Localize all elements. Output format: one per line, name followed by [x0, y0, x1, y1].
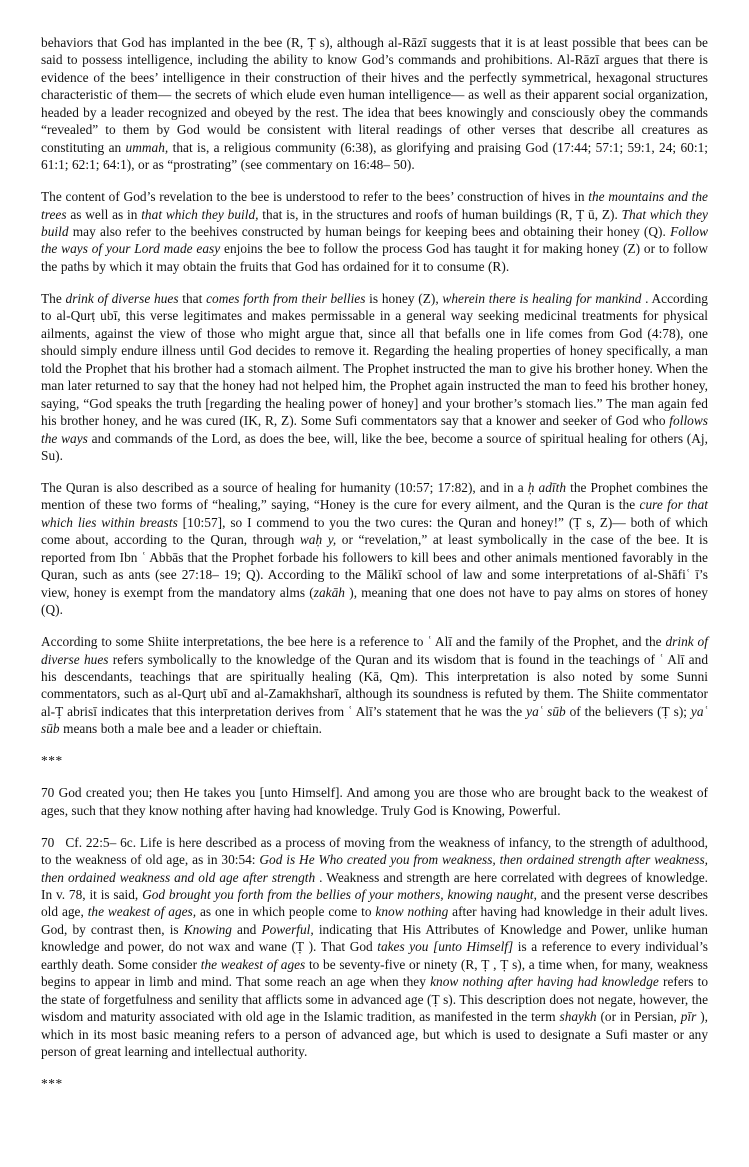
comm-part5: after having had knowledge in their adult lives. God, by contrast then, is [41, 904, 709, 937]
commentary-number: 70 [41, 834, 55, 850]
para3-part3: is honey (Z), [365, 290, 443, 306]
para5-italic-drink-diverse-hues: drink of diverse hues [41, 634, 708, 667]
comm-italic-weakest-of-ages-2: the weakest of ages [200, 956, 306, 972]
para3-italic-drink-diverse-hues: drink of diverse hues [65, 290, 179, 306]
comm-part12: ), which in its most basic meaning refers to a person of advanced age, but which is used to designate a Sufi master or any person of great learning and intellectual authority. [41, 1009, 708, 1060]
para5-italic-yasub-2: yaʿ sūb [41, 703, 708, 737]
comm-part7: indicating that His Attributes of Knowledge and Power, unlike human knowledge and power, do not wax and wane (Ṭ ). That God [41, 921, 708, 955]
comm-italic-30-54-quote: God is He Who created you from weakness, then ordained strength after weakness, then ordained weakness and old age after strength [41, 852, 708, 885]
comm-part3: , and the present verse describes old age, [41, 886, 708, 920]
comm-italic-knowing: Knowing [183, 921, 232, 937]
para2-italic-mountains-trees: the mountains and the trees [41, 189, 708, 222]
para4-part5: ), meaning that one does not have to pay alms on stores of honey (Q). [41, 584, 708, 618]
verse-body: God created you; then He takes you [unto Himself]. And among you are those who are brought back to the weakest of ages, such that they know nothing after having had knowledge. Truly God is Knowing, Powerful. [41, 785, 708, 818]
comm-italic-pir: pīr [680, 1009, 697, 1025]
para5-part3: of the believers (Ṭ s); [565, 703, 691, 719]
para2-part5: enjoins the bee to follow the process God has taught it for making honey (Z) or to follow the paths by which it may obtain the fruits that God has ordained for it to consume (R). [41, 241, 709, 274]
para2-italic-that-which-they-build-1: that which they build, [141, 206, 259, 222]
para5-italic-yasub-1: yaʿ sūb [526, 703, 566, 719]
para3-italic-comes-forth: comes forth from their bellies [206, 290, 366, 306]
para2-part2: as well as in [66, 206, 142, 222]
bottom-spacer [41, 1107, 708, 1167]
para2-part3: that is, in the structures and roofs of human buildings (R, Ṭ ū, Z). [258, 206, 622, 222]
para3-italic-healing-mankind: wherein there is healing for mankind [442, 290, 642, 306]
para4-part2: the Prophet combines the mention of these two forms of “healing,” saying, “Honey is the cure for every ailment, and the Quran is the [41, 479, 708, 513]
comm-part1: Cf. 22:5– 6c. Life is here described as a process of moving from the weakness of infancy, to the strength of adulthood, to the weakness of old age, as in 30:54: [41, 834, 708, 868]
section-separator-top: *** [41, 753, 63, 769]
comm-italic-weakest-of-ages-1: the weakest of ages, [87, 904, 197, 920]
paragraph-revelation-content [41, 188, 708, 275]
para4-part4: or “revelation,” at least symbolically in the case of the bee. It is reported from Ibn ʿ Abbās that the Prophet forbade his followers to kill bees and other animals mentioned favorably in the Quran, such as ants (see 27:18– 19; Q). According to the Mālikī school of law and some interpretations of al-Shāfiʿ ī’s view, honey is exempt from the mandatory alms ( [41, 532, 708, 600]
text-column [41, 34, 708, 1167]
comm-part8: is a reference to every individual’s earthly death. Some consider [41, 939, 708, 972]
paragraph-bee-intelligence [41, 34, 708, 174]
comm-part10: refers to the state of forgetfulness and senility that afflicts some in advanced age (Ṭ s). This description does not negate, however, the wisdom and maturity associated with old age in the Islamic tradition, as manifested in the term [41, 974, 709, 1025]
comm-part11: (or in Persian, [596, 1009, 681, 1025]
section-separator-bottom: *** [41, 1076, 63, 1092]
para2-part1: The content of God’s revelation to the bee is understood to refer to the bees’ construction of hives in [41, 189, 589, 205]
para2-italic-follow-the-ways: Follow the ways of your Lord made easy [41, 224, 708, 257]
para3-part2: that [178, 290, 207, 306]
comm-italic-know-nothing-2: know nothing after having had knowledge [430, 974, 659, 990]
para2-italic-that-which-they-build-2: That which they build [41, 206, 708, 240]
comm-part6: and [231, 921, 262, 937]
para1-part2: that is, a religious community (6:38), as glorifying and praising God (17:44; 57:1; 59:1, 24; 60:1; 61:1; 62:1; 64:1), or as “prostrating” (see commentary on 16:48– 50). [41, 139, 708, 173]
para4-italic-hadith: ḥ adīth [527, 479, 567, 495]
para4-italic-wahy: waḥ y, [299, 532, 337, 548]
para3-part1: The [41, 290, 66, 306]
para5-part1: According to some Shiite interpretations, the bee here is a reference to ʿ Alī and the family of the Prophet, and the [41, 634, 666, 650]
para4-italic-zakah: zakāh [313, 584, 345, 600]
para4-italic-cure-within-breasts: cure for that which lies within breasts [41, 497, 708, 530]
comm-italic-v78-quote: God brought you forth from the bellies of your mothers, knowing naught [142, 886, 534, 902]
para4-part1: The Quran is also described as a source of healing for humanity (10:57; 17:82), and in a [41, 479, 528, 495]
para5-part2: refers symbolically to the knowledge of the Quran and its wisdom that is found in the teachings of ʿ Alī and his descendants, teachings that are spiritually healing (Kā, Qm). This interpretation is also noted by some Sunni commentators, such as al-Qurṭ ubī and al-Zamakhsharī, although its soundness is refuted by them. The Shiite commentator al-Ṭ abrisī indicates that this interpretation derives from ʿ Alī’s statement that he was the [41, 651, 709, 719]
para3-part5: and commands of the Lord, as does the bee, will, like the bee, become a source of spiritual healing for others (Aj, Su). [41, 430, 708, 463]
paragraph-honey-healing [41, 290, 708, 465]
comm-italic-powerful: Powerful, [261, 921, 314, 937]
para1-part1: behaviors that God has implanted in the bee (R, Ṭ s), although al-Rāzī suggests that it is at least possible that bees can be said to possess intelligence, including the ability to know God’s commands and prohibitions. Al-Rāzī argues that there is evidence of the bees’ intelligence in their construction of their hives and the perfectly symmetrical, hexagonal structures characteristic of them— the secrets of which elude even human intelligence— as well as their apparent social organization, headed by a leader recognized and obeyed by the rest. The idea that bees knowingly and consciously obey the commands “revealed” to them by God would be consistent with literal readings of other verses that describe all creatures as constituting an [41, 35, 708, 155]
comm-italic-takes-you-unto-himself: takes you [unto Himself] [377, 939, 514, 955]
para5-part4: means both a male bee and a leader or chieftain. [59, 721, 323, 737]
commentary-70 [41, 834, 708, 1061]
comm-italic-shaykh: shaykh [559, 1009, 597, 1025]
paragraph-shiite-interpretation [41, 633, 708, 738]
paragraph-quran-healing [41, 479, 708, 619]
para1-italic-ummah: ummah, [125, 139, 169, 155]
comm-part2: . Weakness and strength are here correlated with degrees of knowledge. In v. 78, it is said, [41, 869, 708, 902]
verse-number: 70 [41, 785, 55, 801]
para3-italic-follows-the-ways: follows the ways [41, 413, 708, 446]
para4-part3: [10:57], so I commend to you the two cures: the Quran and honey!” (Ṭ s, Z)— both of which come about, according to the Quran, through [41, 514, 708, 548]
para2-part4: may also refer to the beehives constructed by human beings for keeping bees and obtaining their honey (Q). [68, 224, 671, 240]
comm-part9: to be seventy-five or ninety (R, Ṭ , Ṭ s), a time when, for many, weakness begins to appear in limb and mind. That some reach an age when they [41, 956, 708, 990]
verse-70 [41, 784, 708, 819]
para3-part4: . According to al-Qurṭ ubī, this verse legitimates and makes permissable in a general way seeking medicinal treatments for physical ailments, against the view of those who might argue that, since all that befalls one in life comes from God (4:78), one should simply endure illness until God decides to remove it. Regarding the healing properties of honey specifically, a man told the Prophet that his brother had a stomach ailment. The Prophet instructed the man to give his brother honey. When the man later returned to say that the honey had not helped him, the Prophet again instructed the man to feed his brother honey, saying, “God speaks the truth [regarding the healing power of honey] and your brother’s stomach lies.” The man again fed his brother honey, and he was cured (IK, R, Z). Some Sufi commentators say that a knower and seeker of God who [41, 290, 708, 429]
comm-part4: as one in which people come to [196, 904, 376, 920]
comm-italic-know-nothing-1: know nothing [375, 904, 449, 920]
